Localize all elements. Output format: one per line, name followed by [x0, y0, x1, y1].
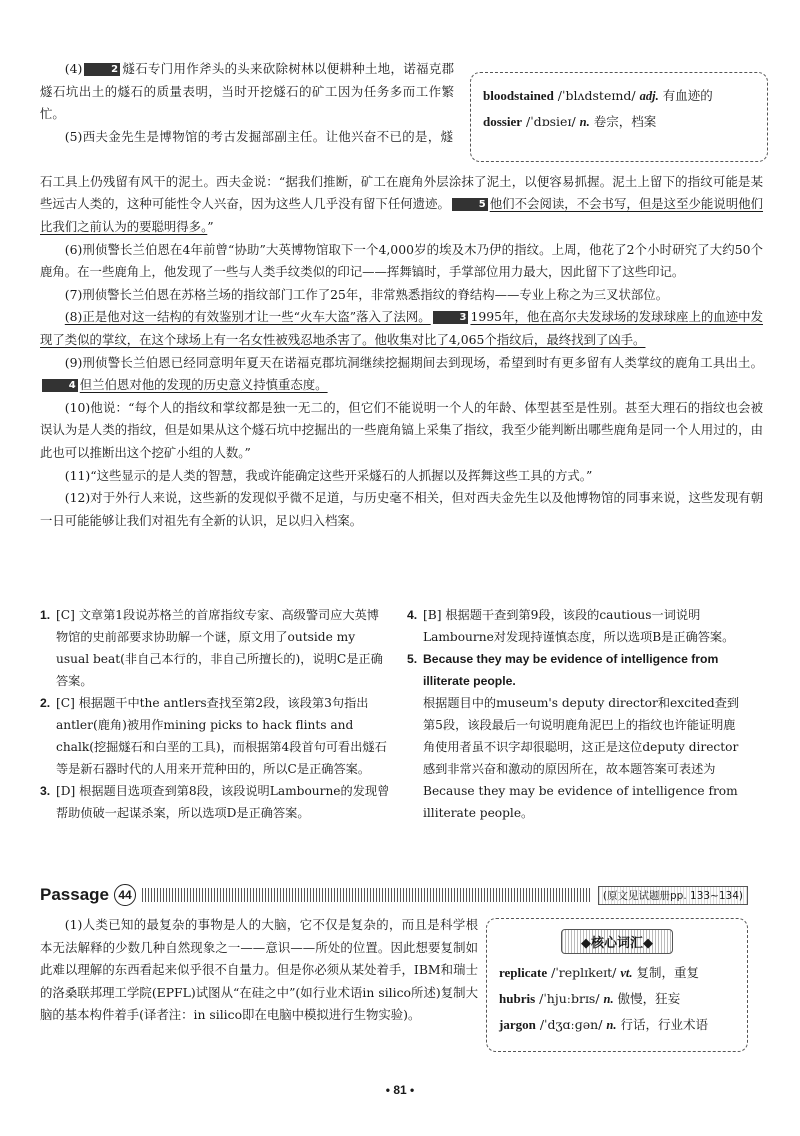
vocab-entry: dossier /ˈdɒsieɪ/ n. 卷宗，档案 [483, 114, 657, 129]
answer-item: 1. [C] 文章第1段说苏格兰的首席指纹专家、高级警司应大英博物馆的史前部要求协助解一个谜，原文用了outside my usual beat(非自己本行的，非自己所擅长的)，说明C是正确答案。 [40, 608, 383, 688]
paragraph-4: (4) 2 燧石专门用作斧头的头来砍除树林以便耕种土地，诺福克郡燧石坑出土的燧石的质量表明，当时开挖燧石的矿工因为任务多而工作繁忙。 [40, 61, 454, 122]
core-vocabulary-box [486, 918, 748, 1052]
answers-right-column [407, 604, 747, 824]
passage-44-paragraph-1: (1)人类已知的最复杂的事物是人的大脑，它不仅是复杂的，而且是科学根本无法解释的少数几种自然现象之一——意识——所处的位置。因此想要复制如此难以理解的东西看起来似乎很不自量力。但是你必须从某处着手，IBM和瑞士的洛桑联邦理工学院(EPFL)试图从“在硅之中”(如行业术语in silico所述)复制大脑的基本构件着手(译者注：in silico即在电脑中模拟进行生物实验)。 [40, 917, 478, 1023]
paragraph-9: (9)刑侦警长兰伯恩已经同意明年夏天在诺福克郡坑洞继续挖掘期间去到现场，希望到时有更多留有人类掌纹的鹿角工具出土。4 但兰伯恩对他的发现的历史意义持慎重态度。 [40, 352, 763, 397]
question-marker: 5 [452, 198, 488, 211]
core-vocabulary-title: ◆核心词汇◆ [561, 929, 673, 954]
page-number: • 81 • [385, 1083, 415, 1097]
paragraph-12: (12)对于外行人来说，这些新的发现似乎微不足道，与历史毫不相关，但对西夫金先生以及他博物馆的同事来说，这些发现有朝一日可能能够让我们对祖先有全新的认识，足以归入档案。 [40, 490, 763, 528]
passage-label: Passage [40, 885, 109, 904]
answer-item: 5. Because they may be evidence of intelligence from illiterate people. 根据题目中的museum's deputy director和excited查到第5段，该段最后一句说明鹿角泥巴上的指纹也许能证明鹿角使用者虽不识字却很聪明，这正是这位deputy director感到非常兴奋和激动的原因所在，故本题答案可表述为Because they may be evidence of intelligence from illiterate people。 [407, 652, 740, 820]
answer-item: 4. [B] 根据题干查到第9段，该段的cautious一词说明Lambourne对发现持谨慎态度，所以选项B是正确答案。 [407, 608, 735, 644]
vocabulary-box [470, 72, 768, 162]
answers-left-column [40, 604, 390, 824]
paragraph-8: (8)正是他对这一结构的有效鉴别才让一些“火车大盗”落入了法网。 3 1995年，他在高尔夫发球场的发球球座上的血迹中发现了类似的掌纹，在这个球场上有一名女性被残忍地杀害了。他收集对比了4,065个指纹后，最终找到了凶手。 [40, 309, 763, 347]
answer-item: 3. [D] 根据题目选项查到第8段，该段说明Lambourne的发现曾帮助侦破一起谋杀案，所以选项D是正确答案。 [40, 784, 390, 820]
question-marker: 2 [84, 63, 120, 76]
vocab-entry: hubris /ˈhjuːbrɪs/ n. 傲慢，狂妄 [499, 991, 681, 1006]
answer-item: 2. [C] 根据题干中the antlers查找至第2段，该段第3句指出antler(鹿角)被用作mining picks to hack flints and chalk(挖掘燧石和白垩的工具)，而根据第4段首句可看出燧石等是新石器时代的人用来开荒种田的，所以C是正确答案。 [40, 696, 387, 776]
question-marker: 3 [433, 311, 469, 324]
paragraph-7: (7)刑侦警长兰伯恩在苏格兰场的指纹部门工作了25年，非常熟悉指纹的脊结构——专业上称之为三叉状部位。 [64, 286, 669, 302]
passage-number: 44 [114, 884, 136, 906]
paragraph-11: (11)“这些显示的是人类的智慧，我或许能确定这些开采燧石的人抓握以及挥舞这些工具的方式。” [64, 467, 593, 483]
hatch-divider [142, 888, 592, 902]
paragraph-6: (6)刑侦警长兰伯恩在4年前曾“协助”大英博物馆取下一个4,000岁的埃及木乃伊的指纹。上周，他花了2个小时研究了大约50个鹿角。在一些鹿角上，他发现了一些与人类手纹类似的印记——挥舞镐时，手掌部位用力最大，因此留下了这些印记。 [40, 241, 763, 280]
vocab-entry: bloodstained /ˈblʌdsteɪnd/ adj. 有血迹的 [483, 88, 713, 103]
paragraph-10: (10)他说：“每个人的指纹和掌纹都是独一无二的，但它们不能说明一个人的年龄、体型甚至是性别。甚至大理石的指纹也会被误认为是人类的指纹，但是如果从这个燧石坑中挖掘出的一些鹿角镐上采集了指纹，我至少能判断出哪些鹿角是同一个人用过的，由此也可以推断出这个挖矿小组的人数。” [40, 399, 763, 460]
question-marker: 4 [42, 379, 78, 392]
vocab-entry: jargon /ˈdʒɑːɡən/ n. 行话，行业术语 [499, 1017, 708, 1032]
vocab-entry: replicate /ˈreplɪkeɪt/ vt. 复制，重复 [499, 965, 699, 980]
source-reference: (原文见试题册pp. 133~134) [598, 886, 748, 905]
passage-header [40, 884, 748, 906]
paragraph-5: (5)西夫金先生是博物馆的考古发掘部副主任。让他兴奋不已的是，燧石工具上仍残留有风干的泥土。西夫金说：“据我们推断，矿工在鹿角外层涂抹了泥土，以便容易抓握。泥土上留下的指纹可能是某些远古人类的，这种可能性令人兴奋，因为这些人几乎没有留下任何遗迹。 5 他们不会阅读，不会书写，但是这至少能说明他们比我们之前认为的要聪明得多。” [40, 128, 764, 234]
